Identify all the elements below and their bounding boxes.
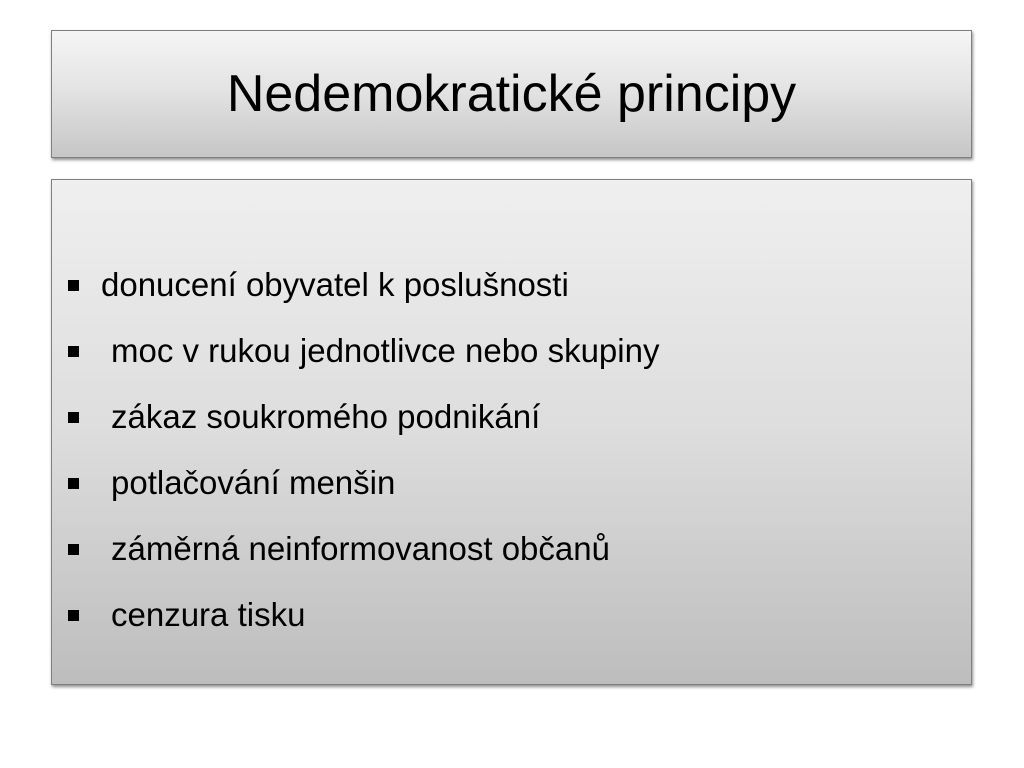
square-bullet-icon bbox=[68, 478, 79, 489]
square-bullet-icon bbox=[68, 610, 79, 621]
title-box bbox=[51, 30, 972, 158]
square-bullet-icon bbox=[68, 346, 79, 357]
slide-title: Nedemokratické principy bbox=[226, 65, 797, 123]
bullet-text: záměrná neinformovanost občanů bbox=[111, 530, 610, 567]
square-bullet-icon bbox=[68, 412, 79, 423]
bullet-text: donucení obyvatel k poslušnosti bbox=[101, 266, 569, 303]
square-bullet-icon bbox=[68, 544, 79, 555]
bullet-text: zákaz soukromého podnikání bbox=[111, 398, 541, 435]
square-bullet-icon bbox=[68, 280, 79, 291]
bullet-text: potlačování menšin bbox=[111, 464, 396, 501]
bullet-text: moc v rukou jednotlivce nebo skupiny bbox=[111, 332, 660, 369]
bullet-text: cenzura tisku bbox=[111, 596, 306, 633]
content-box bbox=[51, 179, 972, 685]
